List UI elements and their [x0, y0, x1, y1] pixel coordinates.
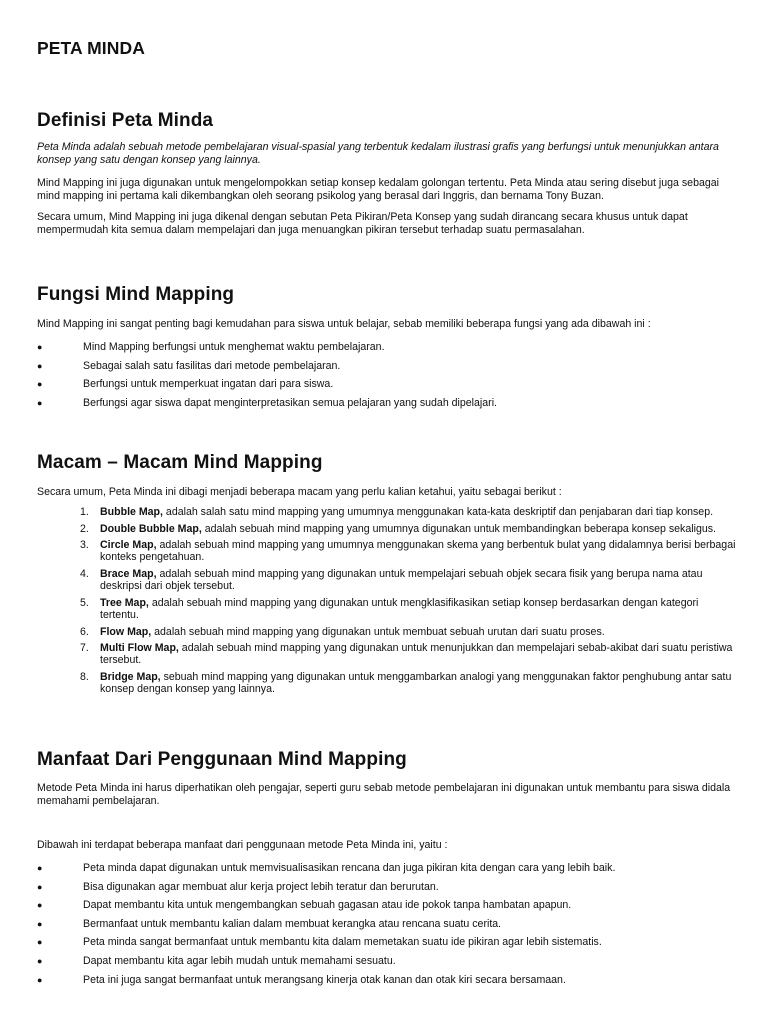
list-number: 1.	[80, 506, 89, 518]
list-term: Tree Map,	[100, 596, 149, 609]
bullet-icon: ●	[37, 881, 43, 892]
list-term: Double Bubble Map,	[100, 522, 202, 535]
list-desc: adalah sebuah mind mapping yang digunakan untuk mengklasifikasikan setiap konsep berdasarkan dengan kategori tertentu.	[100, 596, 699, 621]
list-item-text: Dapat membantu kita untuk mengembangkan sebuah gagasan atau ide pokok tanpa hambatan apapun.	[83, 899, 572, 912]
list-item	[80, 539, 740, 563]
list-item	[80, 642, 740, 666]
list-item-text: Bermanfaat untuk membantu kalian dalam membuat kerangka atau rencana suatu cerita.	[83, 917, 502, 930]
list-item-text: Bisa digunakan agar membuat alur kerja project lebih teratur dan berurutan.	[83, 880, 439, 893]
fungsi-intro: Mind Mapping ini sangat penting bagi kemudahan para siswa untuk belajar, sebab memiliki beberapa fungsi yang ada dibawah ini :	[37, 318, 651, 330]
list-item	[37, 918, 737, 937]
list-term: Bubble Map,	[100, 506, 163, 518]
list-item-text: Mind Mapping berfungsi untuk menghemat waktu pembelajaran.	[83, 341, 385, 353]
document-title: PETA MINDA	[37, 38, 145, 58]
list-item	[37, 974, 737, 993]
list-item	[37, 378, 737, 397]
bullet-icon: ●	[37, 900, 43, 911]
macam-list	[80, 506, 740, 700]
list-desc: sebuah mind mapping yang digunakan untuk menggambarkan analogi yang menggunakan faktor penghubung antar satu konsep dengan konsep yang lainnya.	[100, 670, 732, 696]
section-heading-fungsi: Fungsi Mind Mapping	[37, 284, 235, 305]
list-number: 3.	[80, 539, 89, 552]
list-item	[37, 899, 737, 918]
list-number: 6.	[80, 625, 89, 638]
list-desc: adalah sebuah mind mapping yang digunakan untuk menunjukkan dan mempelajari sebab-akibat dari suatu peristiwa tersebut.	[100, 642, 733, 667]
list-desc: adalah sebuah mind mapping yang digunakan untuk mempelajari sebuah objek secara fisik yang berupa nama atau deskripsi dari objek tersebut.	[100, 567, 703, 593]
bullet-icon: ●	[37, 974, 43, 985]
bullet-icon: ●	[37, 955, 43, 966]
list-item	[80, 568, 740, 592]
list-term: Bridge Map,	[100, 670, 161, 683]
list-item	[37, 862, 737, 881]
list-number: 8.	[80, 670, 89, 683]
definisi-italic-paragraph: Peta Minda adalah sebuah metode pembelajaran visual-spasial yang terbentuk kedalam ilustrasi grafis yang berfungsi untuk menunjukkan antara konsep yang satu dengan konsep yang lainnya.	[37, 141, 719, 166]
section-heading-manfaat: Manfaat Dari Penggunaan Mind Mapping	[37, 749, 407, 770]
list-item	[37, 397, 737, 416]
section-heading-macam: Macam – Macam Mind Mapping	[37, 452, 323, 473]
fungsi-list	[37, 341, 737, 415]
list-number: 4.	[80, 567, 89, 580]
section-heading-definisi: Definisi Peta Minda	[37, 110, 214, 131]
list-item	[37, 936, 737, 955]
bullet-icon: ●	[37, 379, 43, 390]
list-term: Circle Map,	[100, 539, 157, 552]
list-number: 2.	[80, 522, 89, 535]
list-number: 7.	[80, 642, 89, 655]
bullet-icon: ●	[37, 342, 43, 352]
list-item	[37, 955, 737, 974]
bullet-icon: ●	[37, 918, 43, 929]
manfaat-intro-2: Dibawah ini terdapat beberapa manfaat dari penggunaan metode Peta Minda ini, yaitu :	[37, 839, 448, 851]
bullet-icon: ●	[37, 863, 43, 873]
list-item	[37, 881, 737, 900]
list-item	[80, 597, 740, 621]
list-number: 5.	[80, 596, 89, 609]
list-item	[80, 506, 740, 518]
list-term: Flow Map,	[100, 625, 152, 638]
list-desc: adalah sebuah mind mapping yang umumnya menggunakan skema yang berbentuk bulat yang didalamnya berisi berbagai konteks pengetahuan.	[100, 539, 736, 564]
list-desc: adalah sebuah mind mapping yang digunakan untuk membuat sebuah urutan dari suatu proses.	[151, 625, 605, 638]
list-item-text: Peta minda sangat bermanfaat untuk membantu kita dalam memetakan suatu ide pikiran agar lebih sistematis.	[83, 936, 602, 949]
list-item	[80, 671, 740, 695]
list-desc: adalah salah satu mind mapping yang umumnya menggunakan kata-kata deskriptif dan penjabaran dari tiap konsep.	[162, 506, 714, 518]
list-item	[80, 626, 740, 638]
list-desc: adalah sebuah mind mapping yang umumnya digunakan untuk membandingkan beberapa konsep sekaligus.	[201, 522, 716, 535]
list-item-text: Sebagai salah satu fasilitas dari metode pembelajaran.	[83, 359, 341, 372]
bullet-icon: ●	[37, 397, 43, 408]
bullet-icon: ●	[37, 360, 43, 371]
definisi-paragraph-2: Secara umum, Mind Mapping ini juga dikenal dengan sebutan Peta Pikiran/Peta Konsep yang sudah dirancang secara khusus untuk dapat mempermudah kita semua dalam mempelajari dan juga menuangkan pikiran tersebut terhadap suatu permasalahan.	[37, 211, 688, 236]
list-item	[80, 523, 740, 535]
list-term: Multi Flow Map,	[100, 642, 179, 655]
list-item-text: Peta ini juga sangat bermanfaat untuk merangsang kinerja otak kanan dan otak kiri secara bersamaan.	[83, 973, 566, 986]
manfaat-intro: Metode Peta Minda ini harus diperhatikan oleh pengajar, seperti guru sebab metode pembelajaran ini digunakan untuk membantu para siswa didala memahami pembelajaran.	[37, 782, 731, 807]
macam-intro: Secara umum, Peta Minda ini dibagi menjadi beberapa macam yang perlu kalian ketahui, yaitu sebagai berikut :	[37, 486, 562, 498]
list-item-text: Berfungsi untuk memperkuat ingatan dari para siswa.	[83, 378, 334, 391]
definisi-paragraph-1: Mind Mapping ini juga digunakan untuk mengelompokkan setiap konsep kedalam golongan tertentu. Peta Minda atau sering disebut juga sebagai mind mapping ini pertama kali dikembangkan oleh seorang psikolog yang berasal dari Inggris, dan bernama Tony Buzan.	[37, 177, 719, 202]
list-item-text: Berfungsi agar siswa dapat menginterpretasikan semua pelajaran yang sudah dipelajari.	[83, 396, 497, 409]
list-item-text: Dapat membantu kita agar lebih mudah untuk memahami sesuatu.	[83, 954, 396, 967]
list-item	[37, 341, 737, 360]
bullet-icon: ●	[37, 937, 43, 948]
list-term: Brace Map,	[100, 567, 157, 580]
list-item	[37, 360, 737, 379]
list-item-text: Peta minda dapat digunakan untuk memvisualisasikan rencana dan juga pikiran kita dengan cara yang lebih baik.	[83, 862, 616, 874]
manfaat-list	[37, 862, 737, 992]
